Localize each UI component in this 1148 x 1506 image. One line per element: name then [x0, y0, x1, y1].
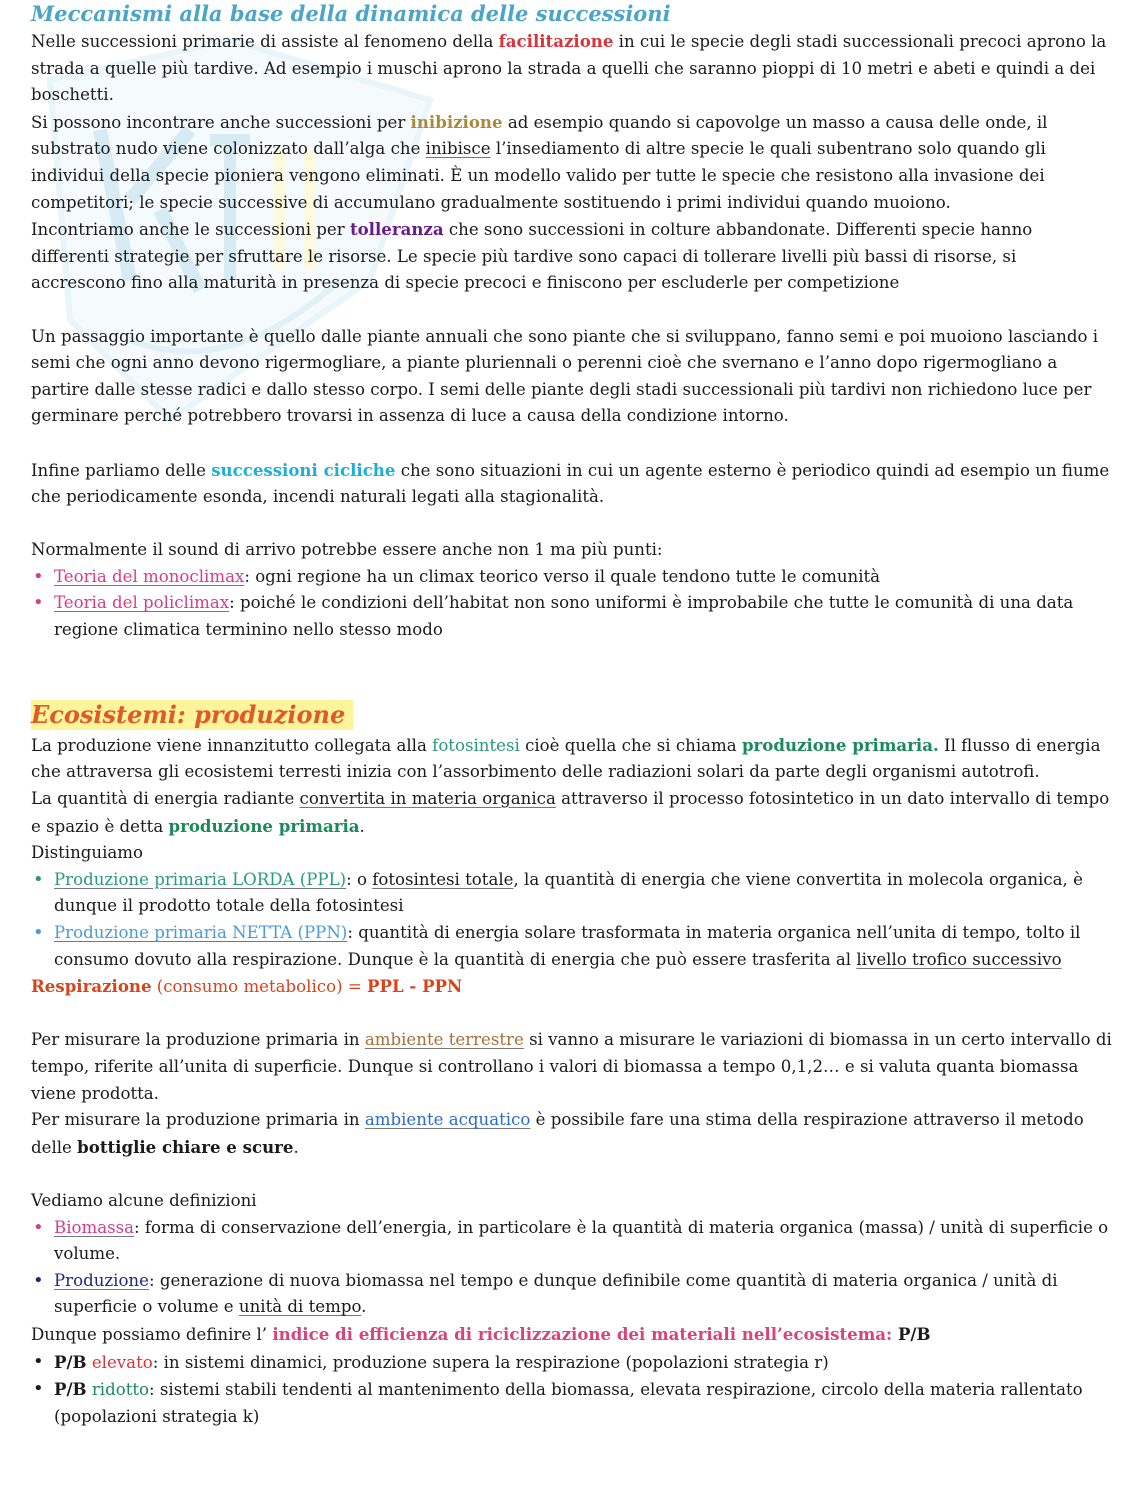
text: in cui le specie degli stadi successionali precoci aprono la strada a quelle più tardive. Ad esempio i muschi aprono la strada a quelli che saranno pioppi di 10 metri e abeti e quindi a dei boschetti.: [31, 32, 1107, 105]
paragraph-piante-annuali: Un passaggio importante è quello dalle piante annuali che sono piante che si sviluppano, fanno semi e poi muoiono lasciando i semi che ogni anno devono rigermogliare, a piante pluriennali o perenni cioè che svernano e l’anno dopo rigermogliano a partire dalle stesse radici e dallo stesso corpo. I semi delle piante degli stadi successionali più tardivi non richiedono luce per germinare perché potrebbero trovarsi in assenza di luce a causa della condizione intorno.: [31, 326, 1099, 426]
bullet-icon: •: [33, 1216, 44, 1238]
underlined-fotosintesi-totale: fotosintesi totale: [372, 869, 514, 889]
keyword-indice-efficienza: indice di efficienza di riciclizzazione dei materiali nell’ecosistema:: [272, 1323, 893, 1344]
text: attraverso il processo fotosintetico in un dato intervallo di tempo e spazio è detta: [31, 789, 1110, 836]
section-title-successioni: Meccanismi alla base della dinamica delle successioni: [31, 1, 671, 26]
formula-ppl-ppn: PPL - PPN: [367, 976, 463, 997]
qualifier-ridotto: ridotto: [86, 1380, 150, 1400]
text: cioè quella che si chiama: [519, 735, 742, 755]
text: .: [361, 1297, 367, 1317]
text: : forma di conservazione dell’energia, in particolare è la quantità di materia organica (massa) / unità di superficie o volume.: [54, 1217, 1109, 1264]
keyword-respirazione: Respirazione: [31, 976, 152, 997]
bullet-icon: •: [33, 1269, 44, 1291]
text: , la quantità di energia che viene convertita in molecola organica, è dunque il prodotto totale della fotosintesi: [54, 869, 1083, 916]
keyword-bottiglie: bottiglie chiare e scure: [77, 1136, 294, 1157]
text: Per misurare la produzione primaria in: [31, 1030, 365, 1050]
formula-respirazione: [31, 973, 1113, 1001]
text: Infine parliamo delle: [31, 460, 212, 480]
pb-list: [31, 1349, 1113, 1431]
keyword-inibizione: inibizione: [410, 111, 503, 132]
paragraph-energia-radiante: [31, 786, 1113, 840]
paragraph-indice-efficienza: [31, 1321, 1113, 1349]
term-produzione: Produzione: [54, 1270, 149, 1290]
paragraph-tolleranza: [31, 216, 1113, 297]
text: Dunque possiamo definire l’: [31, 1324, 273, 1344]
term-pb-ridotto: P/B: [54, 1379, 87, 1400]
bullet-icon: •: [33, 1350, 44, 1372]
term-biomassa: Biomassa: [54, 1217, 135, 1237]
list-item: [31, 867, 1113, 920]
text: : in sistemi dinamici, produzione supera la respirazione (popolazioni strategia r): [152, 1352, 829, 1372]
paragraph-inibizione: [31, 109, 1113, 216]
bullet-icon: •: [33, 1378, 44, 1400]
text: Si possono incontrare anche successioni per: [31, 112, 411, 132]
paragraph-definizioni: Vediamo alcune definizioni: [31, 1190, 257, 1210]
text: è possibile fare una stima della respirazione attraverso il metodo delle: [31, 1110, 1084, 1157]
keyword-produzione-primaria-2: produzione primaria: [168, 815, 360, 836]
term-ppl: Produzione primaria LORDA (PPL): [54, 869, 347, 889]
ppl-ppn-list: [31, 867, 1113, 973]
term-policlimax: Teoria del policlimax: [54, 593, 230, 613]
underlined-unita-tempo: unità di tempo: [238, 1297, 362, 1317]
keyword-tolleranza: tolleranza: [349, 219, 444, 240]
term-ambiente-terrestre: ambiente terrestre: [364, 1030, 524, 1050]
bullet-icon: •: [33, 565, 44, 587]
qualifier-elevato: elevato: [86, 1352, 153, 1372]
paragraph-facilitazione: [31, 28, 1113, 109]
list-item: [31, 590, 1113, 643]
paragraph-distinguiamo: Distinguiamo: [31, 843, 144, 863]
definitions-list: [31, 1215, 1113, 1321]
text: : poiché le condizioni dell’habitat non sono uniformi è improbabile che tutte le comunità di una data regione climatica terminino nello stesso modo: [54, 593, 1074, 640]
text: (consumo metabolico) =: [151, 977, 367, 997]
term-ambiente-acquatico: ambiente acquatico: [364, 1110, 531, 1130]
text: ad esempio quando si capovolge un masso a causa delle onde, il substrato nudo viene colonizzato dall’alga che: [31, 112, 1048, 159]
text: La produzione viene innanzitutto collegata alla: [31, 735, 433, 755]
text: .: [359, 816, 365, 836]
text: che sono situazioni in cui un agente esterno è periodico quindi ad esempio un fiume che periodicamente esonda, incendi naturali legati alla stagionalità.: [31, 460, 1110, 507]
text: : o: [346, 869, 373, 889]
text: .: [293, 1137, 299, 1157]
underlined-livello-trofico: livello trofico successivo: [856, 949, 1062, 969]
section-title-ecosistemi: Ecosistemi: produzione: [31, 700, 353, 730]
paragraph-sound-arrivo: Normalmente il sound di arrivo potrebbe essere anche non 1 ma più punti:: [31, 540, 663, 560]
paragraph-ambiente-terrestre: [31, 1027, 1113, 1107]
text: Nelle successioni primarie di assiste al fenomeno della: [31, 32, 499, 51]
text: Incontriamo anche le successioni per: [31, 220, 350, 240]
paragraph-successioni-cicliche: [31, 457, 1113, 511]
text: : quantità di energia solare trasformata in materia organica nell’unita di tempo, tolto il consumo dovuto alla respirazione. Dunque è la quantità di energia che può essere trasferita al: [54, 923, 1081, 969]
keyword-successioni-cicliche: successioni cicliche: [211, 459, 396, 480]
term-monoclimax: Teoria del monoclimax: [54, 566, 245, 586]
text: : generazione di nuova biomassa nel tempo e dunque definibile come quantità di materia organica / unità di superficie o volume e: [54, 1270, 1058, 1317]
underlined-inibisce: inibisce: [425, 139, 491, 159]
list-item: [31, 1376, 1113, 1430]
text: Per misurare la produzione primaria in: [31, 1110, 365, 1130]
text: si vanno a misurare le variazioni di biomassa in un certo intervallo di tempo, riferite all’unita di superficie. Dunque si controllano i valori di biomassa a tempo 0,1,2… e si valuta quanta biomassa viene prodotta.: [31, 1030, 1112, 1103]
text: La quantità di energia radiante: [31, 789, 300, 809]
term-ppn: Produzione primaria NETTA (PPN): [54, 923, 348, 942]
keyword-facilitazione: facilitazione: [498, 31, 614, 51]
list-item: [31, 564, 1113, 591]
paragraph-produzione-intro: [31, 732, 1113, 786]
list-item: [31, 920, 1113, 973]
keyword-produzione-primaria: produzione primaria.: [741, 734, 939, 755]
list-item: [31, 1215, 1113, 1268]
text: Il flusso di energia che attraversa gli ecosistemi terresti inizia con l’assorbimento delle radiazioni solari da parte degli organismi autotrofi.: [31, 735, 1101, 782]
paragraph-ambiente-acquatico: [31, 1107, 1113, 1161]
document-page: [31, 0, 1113, 1430]
bullet-icon: •: [33, 592, 44, 614]
text: l’insediamento di altre specie le quali subentrano solo quando gli individui della specie pioniera vengono eliminati. È un modello valido per tutte le specie che resistono alla invasione dei competitori; le specie successive di accumulano gradualmente sostituendo i primi individui quando muoiono.: [31, 139, 1046, 212]
bullet-icon: •: [33, 922, 44, 943]
term-fotosintesi: fotosintesi: [432, 735, 520, 755]
list-item: [31, 1268, 1113, 1321]
term-pb-elevato: P/B: [54, 1351, 87, 1372]
underlined-convertita: convertita in materia organica: [299, 789, 556, 809]
formula-pb: P/B: [892, 1323, 931, 1344]
text: che sono successioni in colture abbandonate. Differenti specie hanno differenti strategie per sfruttare le risorse. Le specie più tardive sono capaci di tollerare livelli più bassi di risorse, si accrescono fino alla maturità in presenza di specie precoci e finiscono per escluderle per competizione: [31, 220, 1033, 293]
text: : ogni regione ha un climax teorico verso il quale tendono tutte le comunità: [244, 566, 881, 586]
text: : sistemi stabili tendenti al mantenimento della biomassa, elevata respirazione, circolo della materia rallentato (popolazioni strategia k): [54, 1380, 1083, 1426]
bullet-icon: •: [33, 868, 44, 890]
climax-list: [31, 564, 1113, 644]
list-item: [31, 1349, 1113, 1377]
